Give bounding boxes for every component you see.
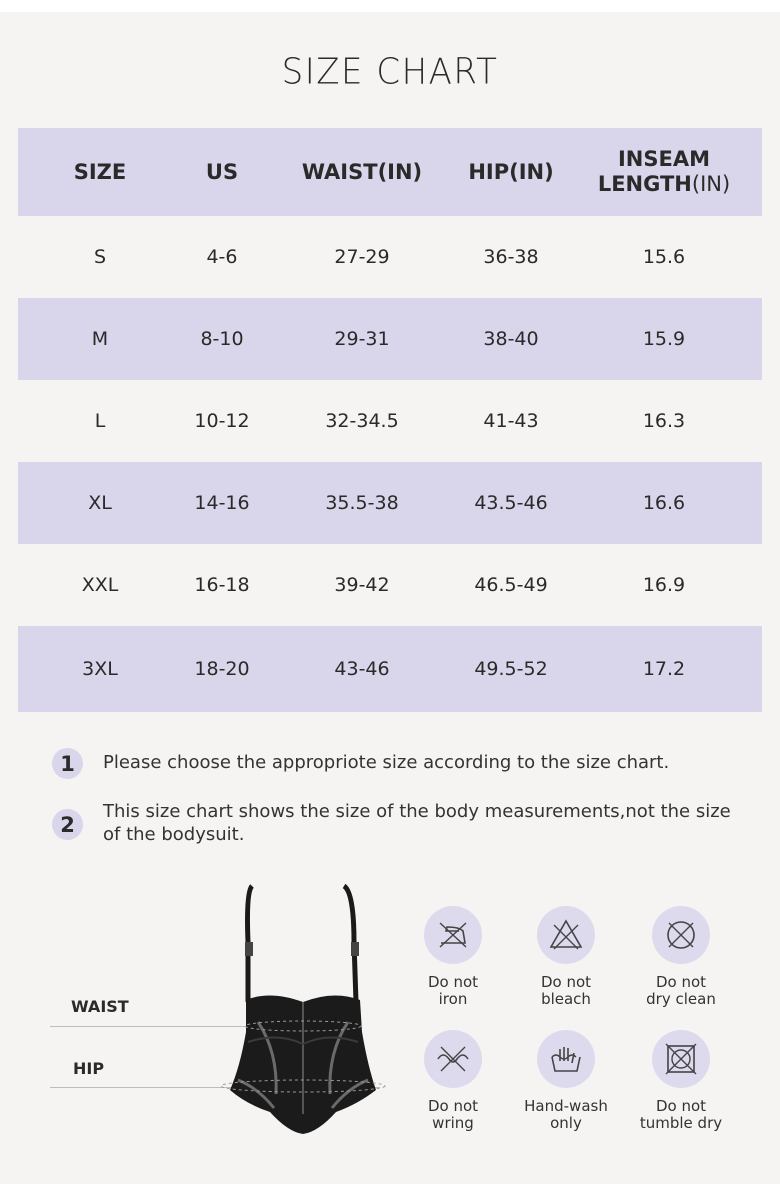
cell-waist: 29-31 (334, 328, 390, 350)
cell-us: 14-16 (194, 492, 250, 514)
cell-size: XL (88, 492, 112, 514)
header-size: SIZE (73, 159, 127, 184)
cell-us: 16-18 (194, 574, 250, 596)
no-tumble-dry-icon (652, 1030, 710, 1088)
size-table (18, 128, 762, 712)
note-text: This size chart shows the size of the body measurements,not the size of the bodysuit. (103, 801, 731, 845)
table-row (18, 216, 762, 298)
notes-list (52, 748, 752, 864)
cell-us: 18-20 (194, 658, 250, 680)
bodysuit-image (218, 882, 388, 1138)
cell-size: S (93, 246, 107, 268)
cell-inseam: 16.6 (642, 492, 686, 514)
care-label: Hand-wash only (524, 1097, 608, 1132)
cell-inseam: 16.3 (642, 410, 686, 432)
cell-size: XXL (81, 574, 119, 596)
header-hip: HIP(IN) (468, 159, 554, 184)
table-row (18, 626, 762, 712)
care-item-no-wring (398, 1030, 508, 1132)
cell-us: 8-10 (200, 328, 244, 350)
care-label: Do not iron (427, 973, 479, 1008)
header-inseam (588, 128, 740, 216)
cell-waist: 43-46 (334, 658, 390, 680)
cell-waist: 39-42 (334, 574, 390, 596)
cell-inseam: 16.9 (642, 574, 686, 596)
note-item (52, 797, 752, 846)
cell-us: 4-6 (206, 246, 238, 268)
page-title: SIZE CHART (281, 51, 499, 93)
note-number-badge: 1 (52, 748, 83, 779)
care-item-no-tumble-dry (626, 1030, 736, 1132)
cell-hip: 38-40 (483, 328, 539, 350)
table-row (18, 298, 762, 380)
table-row (18, 462, 762, 544)
header-waist: WAIST(IN) (301, 159, 423, 184)
header-us: US (205, 159, 239, 184)
note-number-badge: 2 (52, 809, 83, 840)
cell-hip: 49.5-52 (474, 658, 548, 680)
header-inseam-line1: INSEAM (617, 147, 710, 171)
care-label: Do not bleach (540, 973, 592, 1008)
table-header-row (18, 128, 762, 216)
cell-hip: 41-43 (483, 410, 539, 432)
no-wring-icon (424, 1030, 482, 1088)
care-item-no-dry-clean (626, 906, 736, 1008)
header-inseam-line2: LENGTH (597, 172, 692, 196)
care-item-no-iron (398, 906, 508, 1008)
cell-size: 3XL (82, 658, 118, 680)
cell-inseam: 17.2 (642, 658, 686, 680)
care-label: Do not dry clean (646, 973, 716, 1008)
cell-inseam: 15.9 (642, 328, 686, 350)
no-bleach-icon (537, 906, 595, 964)
cell-hip: 43.5-46 (474, 492, 548, 514)
hip-label: HIP (73, 1059, 105, 1078)
cell-size: L (94, 410, 106, 432)
cell-waist: 32-34.5 (325, 410, 399, 432)
hand-wash-icon (537, 1030, 595, 1088)
care-item-hand-wash (511, 1030, 621, 1132)
cell-size: M (91, 328, 109, 350)
no-iron-icon (424, 906, 482, 964)
care-item-no-bleach (511, 906, 621, 1008)
header-inseam-unit: (IN) (691, 172, 731, 196)
cell-waist: 35.5-38 (325, 492, 399, 514)
cell-inseam: 15.6 (642, 246, 686, 268)
table-row (18, 544, 762, 626)
care-label: Do not wring (427, 1097, 479, 1132)
cell-us: 10-12 (194, 410, 250, 432)
cell-hip: 36-38 (483, 246, 539, 268)
note-item (52, 748, 752, 779)
waist-label: WAIST (71, 997, 129, 1016)
cell-hip: 46.5-49 (474, 574, 548, 596)
no-dry-clean-icon (652, 906, 710, 964)
table-row (18, 380, 762, 462)
care-label: Do not tumble dry (639, 1097, 723, 1132)
cell-waist: 27-29 (334, 246, 390, 268)
note-text: Please choose the appropriote size according to the size chart. (103, 752, 670, 773)
